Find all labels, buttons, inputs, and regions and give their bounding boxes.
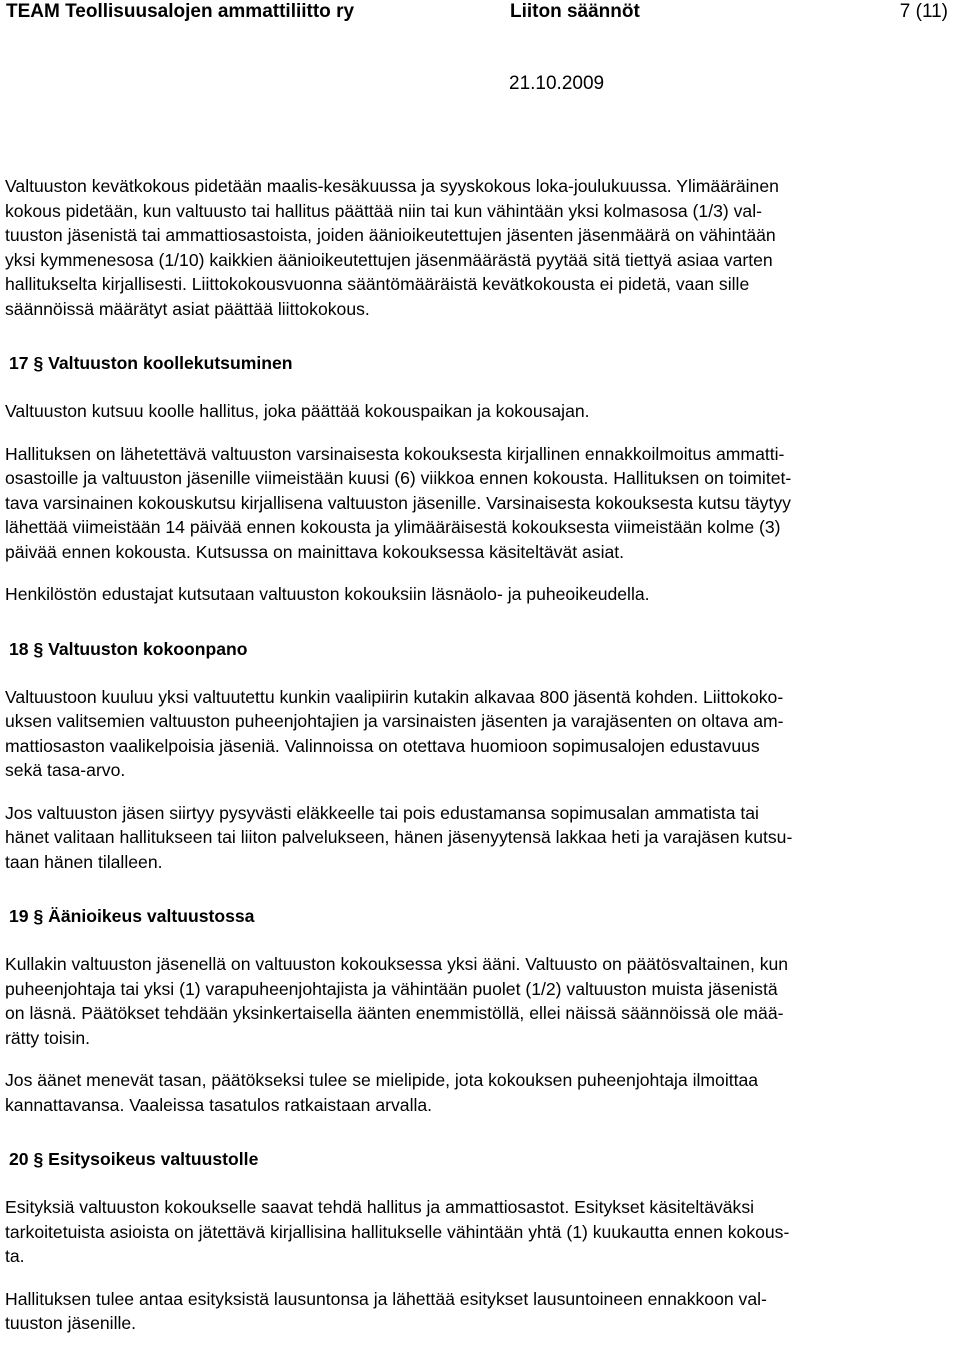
text-line: tarkoitetuista asioista on jätettävä kirjallisina hallitukselle vähintään yhtä (1) kuukautta ennen kokous- xyxy=(5,1221,790,1242)
organization-name: TEAM Teollisuusalojen ammattiliitto ry xyxy=(6,1,355,22)
text-line: mattiosaston vaalikelpoisia jäseniä. Valinnoissa on otettava huomioon sopimusalojen edustavuus xyxy=(5,735,760,756)
section-19-paragraph-1 xyxy=(5,952,953,1050)
section-18-heading: 18 § Valtuuston kokoonpano xyxy=(9,638,248,659)
text-line: Valtuuston kevätkokous pidetään maalis-kesäkuussa ja syyskokous loka-joulukuussa. Ylimääräinen xyxy=(5,176,779,196)
text-line: Hallituksen on lähetettävä valtuuston varsinaisesta kokouksesta kirjallinen ennakkoilmoitus ammatti- xyxy=(5,443,785,464)
text-line: Hallituksen tulee antaa esityksistä lausuntonsa ja lähettää esitykset lausuntoineen ennakkoon val- xyxy=(5,1288,767,1309)
text-line: kannattavansa. Vaaleissa tasatulos ratkaistaan arvalla. xyxy=(5,1094,433,1115)
text-line: osastoille ja valtuuston jäsenille viimeistään kuusi (6) viikkoa ennen kokousta. Hallituksen on toimitet- xyxy=(5,468,792,488)
document-title: Liiton säännöt xyxy=(510,1,640,22)
document-body xyxy=(5,174,953,1336)
section-17-paragraph-1 xyxy=(5,399,953,424)
text-line: yksi kymmenesosa (1/10) kaikkien äänioikeutettujen jäsenmäärästä pyytää sitä tiettyä asiaa varten xyxy=(5,249,773,270)
text-line: Jos äänet menevät tasan, päätökseksi tulee se mielipide, jota kokouksen puheenjohtaja ilmoittaa xyxy=(5,1070,759,1090)
text-line: päivää ennen kokousta. Kutsussa on mainittava kokouksessa käsiteltävät asiat. xyxy=(5,541,625,562)
text-line: ta. xyxy=(5,1246,25,1266)
text-line: hallitukselta kirjallisesti. Liittokokousvuonna sääntömääräistä kevätkokousta ei pidetä, vaan sille xyxy=(5,274,750,294)
text-line: Valtuuston kutsuu koolle hallitus, joka päättää kokouspaikan ja kokousajan. xyxy=(5,401,590,421)
section-20-paragraph-2 xyxy=(5,1287,953,1336)
text-line: rätty toisin. xyxy=(5,1027,91,1048)
text-line: sekä tasa-arvo. xyxy=(5,760,126,780)
text-line: säännöissä määrätyt asiat päättää liittokokous. xyxy=(5,298,370,319)
text-line: on läsnä. Päätökset tehdään yksinkertaisella äänten enemmistöllä, ellei näissä säännöissä ole mää- xyxy=(5,1003,784,1023)
text-line: tuuston jäsenistä tai ammattiosastoista, joiden äänioikeutettujen jäsenten jäsenmäärä on vähintään xyxy=(5,225,776,245)
text-line: kokous pidetään, kun valtuusto tai hallitus päättää niin tai kun vähintään yksi kolmasosa (1/3) val- xyxy=(5,200,762,221)
section-18-paragraph-1 xyxy=(5,685,953,783)
section-17-heading: 17 § Valtuuston koollekutsuminen xyxy=(9,353,293,373)
text-line: Henkilöstön edustajat kutsutaan valtuuston kokouksiin läsnäolo- ja puheoikeudella. xyxy=(5,584,650,604)
section-19-paragraph-2 xyxy=(5,1068,953,1117)
section-20-heading: 20 § Esitysoikeus valtuustolle xyxy=(9,1149,259,1169)
text-line: Kullakin valtuuston jäsenellä on valtuuston kokouksessa yksi ääni. Valtuusto on päätösvaltainen, kun xyxy=(5,954,789,974)
text-line: uksen valitsemien valtuuston puheenjohtajien ja varsinaisten jäsenten ja varajäsenten on oltava am- xyxy=(5,711,784,731)
text-line: Esityksiä valtuuston kokoukselle saavat tehdä hallitus ja ammattiosastot. Esitykset käsiteltäväksi xyxy=(5,1197,755,1217)
text-line: puheenjohtaja tai yksi (1) varapuheenjohtajista ja vähintään puolet (1/2) valtuuston muista jäsenistä xyxy=(5,978,778,999)
text-line: Valtuustoon kuuluu yksi valtuutettu kunkin vaalipiirin kutakin alkavaa 800 jäsentä kohden. Liittokoko- xyxy=(5,686,784,707)
section-19-heading: 19 § Äänioikeus valtuustossa xyxy=(9,906,255,926)
section-20-paragraph-1 xyxy=(5,1195,953,1269)
text-line: tuuston jäsenille. xyxy=(5,1313,137,1333)
document-date: 21.10.2009 xyxy=(509,73,605,94)
page-number: 7 (11) xyxy=(899,1,948,22)
section-18-paragraph-2 xyxy=(5,801,953,875)
text-line: lähettää viimeistään 14 päivää ennen kokousta ja ylimääräisestä kokouksesta viimeistään kolme (3) xyxy=(5,517,781,537)
text-line: Jos valtuuston jäsen siirtyy pysyvästi eläkkeelle tai pois edustamansa sopimusalan ammatista tai xyxy=(5,802,759,823)
page-header xyxy=(0,0,960,26)
section-17-paragraph-2 xyxy=(5,442,953,565)
section-17-paragraph-3 xyxy=(5,582,953,607)
intro-paragraph xyxy=(5,174,953,321)
text-line: taan hänen tilalleen. xyxy=(5,851,163,872)
text-line: tava varsinainen kokouskutsu kirjallisena valtuuston jäsenille. Varsinaisesta kokouksesta kutsu täytyy xyxy=(5,492,791,513)
text-line: hänet valitaan hallitukseen tai liiton palvelukseen, hänen jäsenyytensä lakkaa heti ja varajäsen kutsu- xyxy=(5,827,793,847)
